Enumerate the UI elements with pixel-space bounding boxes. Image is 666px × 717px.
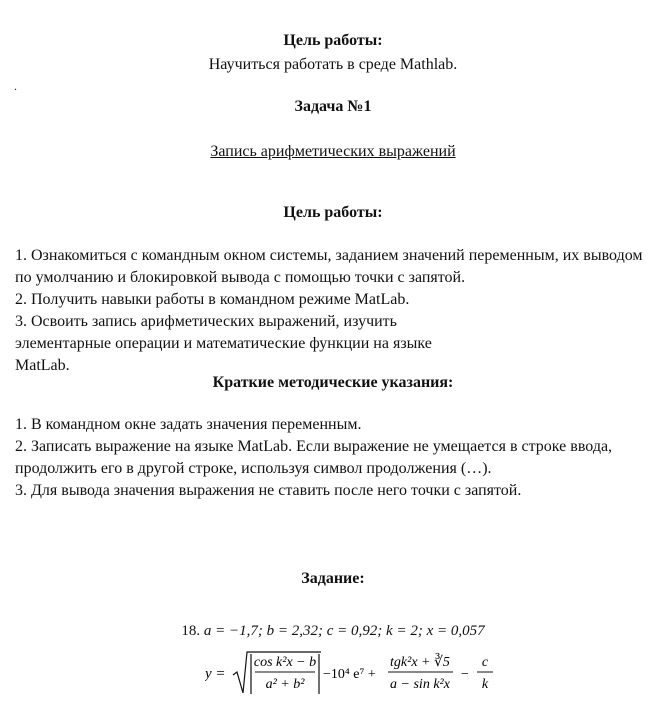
guidelines-heading: Краткие методические указания: — [212, 374, 454, 391]
frac2-numerator: tgk²x + ∛5 — [390, 655, 450, 670]
frac1-denominator: a² + b² — [265, 677, 305, 692]
frac2-denominator: a − sin k²x — [390, 677, 450, 692]
goal-heading-2: Цель работы: — [283, 204, 383, 221]
goal-item: 1. Ознакомиться с командным окном системы, заданием значений переменным, их выводом по умолчанию и блокировкой вывода с помощью точки с запятой. — [15, 247, 643, 286]
frac3-denominator: k — [481, 677, 489, 692]
formula-svg — [205, 648, 505, 698]
goal-item: 2. Получить навыки работы в командном режиме MatLab. — [15, 291, 410, 308]
formula-minus: − — [461, 667, 469, 682]
task-title — [0, 141, 666, 163]
goal-text-1: Научиться работать в среде Mathlab. — [208, 56, 458, 73]
formula-lhs: y = — [205, 666, 226, 682]
task-heading: Задача №1 — [294, 98, 372, 115]
goal-heading-1: Цель работы: — [283, 32, 383, 49]
assignment-formula — [205, 648, 505, 698]
task-title-text: Запись арифметических выражений — [210, 143, 456, 160]
guideline-item: 3. Для вывода значения выражения не ставить после него точки с запятой. — [15, 482, 522, 499]
guidelines-list — [15, 414, 655, 502]
stray-dot: . — [14, 79, 17, 93]
assignment-number: 18. — [181, 623, 201, 639]
assignment-heading: Задание: — [301, 570, 365, 587]
goal-item: 3. Освоить запись арифметических выражений, изучить элементарные операции и математические функции на языке MatLab. — [15, 313, 432, 374]
assignment-values-text: a = −1,7; b = 2,32; c = 0,92; k = 2; x = 0,057 — [203, 623, 485, 639]
goals-list — [15, 245, 655, 377]
assignment-block — [0, 620, 666, 642]
guideline-item: 1. В командном окне задать значения переменным. — [15, 416, 362, 433]
frac1-numerator: cos k²x − b — [253, 655, 317, 670]
frac3-numerator: c — [481, 655, 489, 670]
formula-term2: −10⁴ e⁷ + — [323, 667, 376, 682]
assignment-values — [0, 620, 666, 642]
guideline-item: 2. Записать выражение на языке MatLab. Если выражение не умещается в строке ввода, продолжить его в другой строке, используя символ продолжения (…). — [15, 438, 613, 477]
